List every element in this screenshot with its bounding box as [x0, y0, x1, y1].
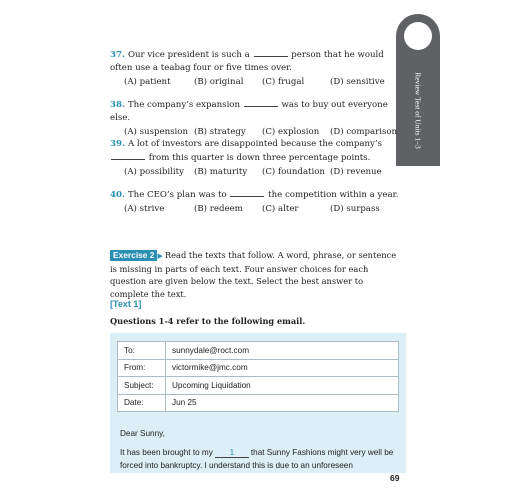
answer-blank-1: 1 — [215, 448, 249, 458]
answer-blank — [230, 188, 264, 197]
option-d[interactable]: (D) revenue — [330, 167, 382, 177]
question-number: 39. — [110, 139, 125, 149]
email-row-from — [118, 359, 399, 377]
option-d[interactable]: (D) surpass — [330, 204, 380, 214]
answer-options — [110, 76, 400, 89]
question-39 — [110, 138, 400, 179]
question-text-before: The CEO’s plan was to — [127, 190, 227, 200]
answer-options — [110, 203, 400, 216]
option-c[interactable]: (C) frugal — [262, 77, 305, 87]
email-value: victormike@jmc.com — [166, 359, 399, 377]
arrow-right-icon: ▶ — [157, 252, 163, 260]
email-header-table — [117, 341, 399, 412]
question-text-after: the competition within a year. — [268, 190, 399, 200]
exercise-label: Exercise 2 — [110, 250, 157, 261]
question-text-before: A lot of investors are disappointed because the company’s — [127, 139, 383, 149]
email-value: Jun 25 — [166, 394, 399, 412]
option-a[interactable]: (A) possibility — [124, 167, 184, 177]
question-number: 38. — [110, 100, 125, 110]
option-b[interactable]: (B) redeem — [194, 204, 243, 214]
email-body — [120, 427, 400, 472]
email-label: Date: — [118, 394, 166, 412]
question-number: 37. — [110, 50, 125, 60]
question-number: 40. — [110, 190, 125, 200]
email-text-after: that Sunny Fashions might very well be forced into bankruptcy. I understand this is due to an unforeseen — [120, 448, 394, 470]
email-value: Upcoming Liquidation — [166, 377, 399, 395]
question-40 — [110, 188, 400, 216]
option-c[interactable]: (C) alter — [262, 204, 299, 214]
email-row-subject — [118, 377, 399, 395]
option-b[interactable]: (B) original — [194, 77, 244, 87]
answer-blank — [244, 98, 278, 107]
option-a[interactable]: (A) suspension — [124, 127, 188, 137]
page-number: 69 — [390, 473, 400, 483]
answer-blank — [111, 151, 145, 160]
option-b[interactable]: (B) strategy — [194, 127, 246, 137]
answer-options — [110, 166, 400, 179]
option-d[interactable]: (D) comparison — [330, 127, 398, 137]
option-a[interactable]: (A) strive — [124, 204, 165, 214]
text-heading: [Text 1] — [110, 299, 142, 309]
email-box — [110, 333, 406, 473]
option-d[interactable]: (D) sensitive — [330, 77, 385, 87]
answer-blank — [254, 48, 288, 57]
option-b[interactable]: (B) maturity — [194, 167, 248, 177]
questions-refer-label: Questions 1-4 refer to the following email. — [110, 316, 306, 326]
email-text-before: It has been brought to my — [120, 448, 213, 457]
email-row-to — [118, 342, 399, 360]
email-label: Subject: — [118, 377, 166, 395]
option-c[interactable]: (C) explosion — [262, 127, 320, 137]
email-paragraph — [120, 446, 400, 472]
exercise-instructions — [110, 249, 400, 300]
email-value: sunnydale@roct.com — [166, 342, 399, 360]
email-label: To: — [118, 342, 166, 360]
exercise-text: Read the texts that follow. A word, phrase, or sentence is missing in parts of each text. Four answer choices for each question are given below the text. Select the best answer to complete the text. — [110, 250, 397, 299]
tab-hole — [404, 22, 432, 50]
email-label: From: — [118, 359, 166, 377]
question-38 — [110, 98, 400, 139]
side-tab — [396, 14, 440, 166]
email-greeting: Dear Sunny, — [120, 429, 165, 438]
question-text-after: person that he would often use a teabag four or five times over. — [110, 50, 384, 73]
question-text-after: was to buy out everyone else. — [110, 100, 388, 123]
question-37 — [110, 48, 400, 89]
side-tab-label: Review Test of Units 1–3 — [413, 71, 423, 149]
question-text-after: from this quarter is down three percentage points. — [148, 153, 371, 163]
email-row-date — [118, 394, 399, 412]
option-a[interactable]: (A) patient — [124, 77, 171, 87]
question-text-before: Our vice president is such a — [127, 50, 250, 60]
option-c[interactable]: (C) foundation — [262, 167, 325, 177]
question-text-before: The company’s expansion — [127, 100, 241, 110]
